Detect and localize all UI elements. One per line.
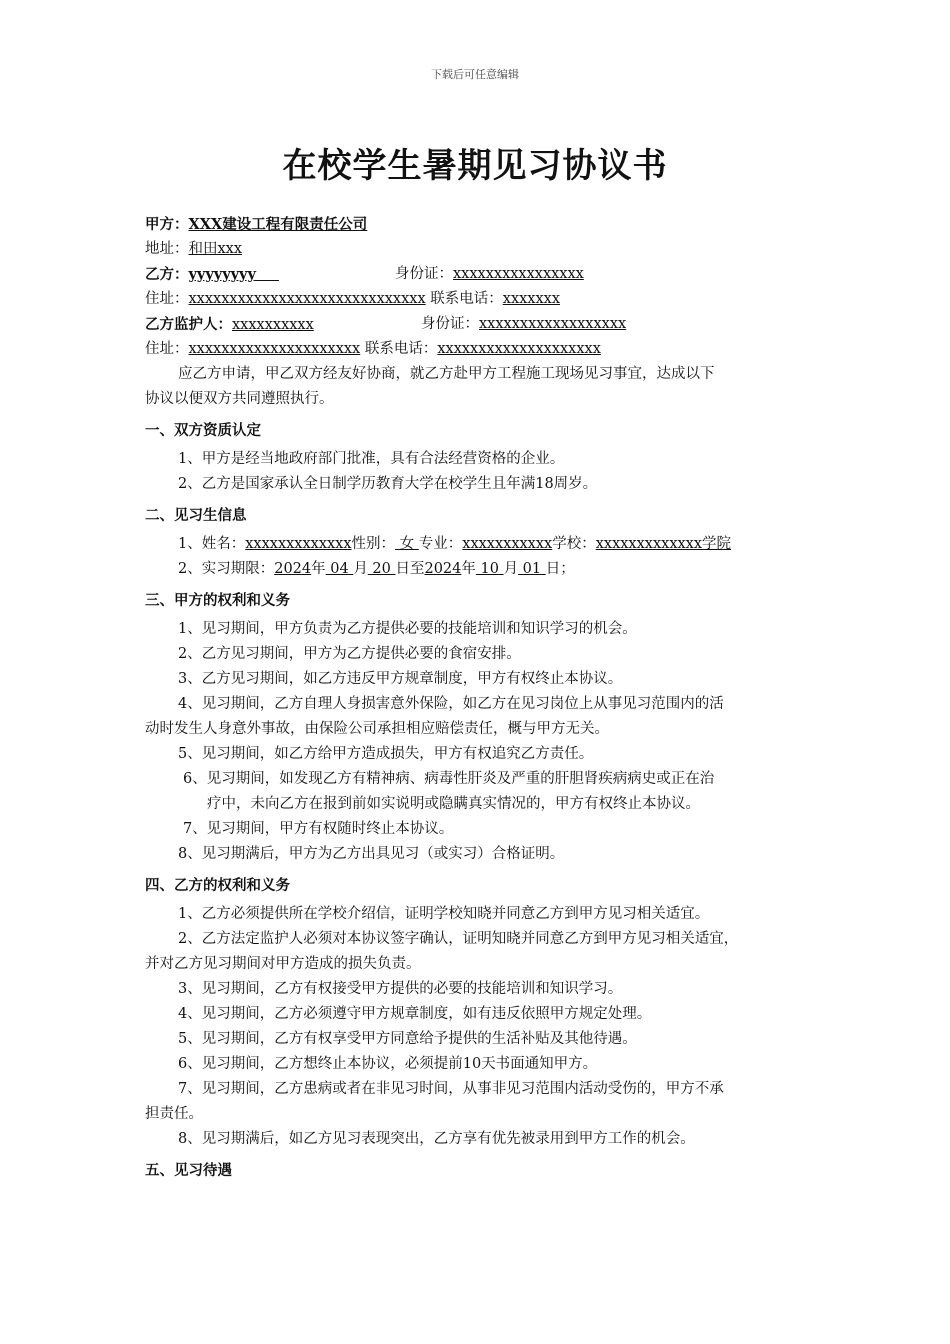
address-g-value: xxxxxxxxxxxxxxxxxxxxx — [188, 341, 361, 357]
s2-day-text-2: 日； — [545, 561, 575, 577]
s3-item-8: 8、见习期满后，甲方为乙方出具见习（或实习）合格证明。 — [178, 846, 565, 862]
address-g-label: 住址： — [145, 341, 189, 357]
party-b-line — [145, 262, 810, 287]
s3-item-2: 2、乙方见习期间，甲方为乙方提供必要的食宿安排。 — [178, 646, 521, 662]
s2-gender-label: 性别： — [351, 536, 396, 552]
s4-item-5: 5、见习期间，乙方有权享受甲方同意给予提供的生活补贴及其他待遇。 — [178, 1031, 637, 1047]
s4-item-2a: 2、乙方法定监护人必须对本协议签字确认，证明知晓并同意乙方到甲方见习相关适宜， — [178, 931, 739, 947]
address-b-phone-label: 联系电话： — [430, 291, 503, 307]
s1-item-1: 1、甲方是经当地政府部门批准，具有合法经营资格的企业。 — [178, 451, 565, 467]
section-5-heading: 五、见习待遇 — [145, 1162, 232, 1179]
s2-student-info — [145, 532, 810, 557]
party-a-line — [145, 212, 810, 237]
guardian-id: xxxxxxxxxxxxxxxxxx — [479, 316, 627, 332]
s2-major-value: xxxxxxxxxxx — [462, 536, 553, 552]
party-a-name: XXX建设工程有限责任公司 — [188, 216, 368, 233]
s4-item-1: 1、乙方必须提供所在学校介绍信，证明学校知晓并同意乙方到甲方见习相关适宜。 — [178, 906, 710, 922]
s2-start-day: 20 — [367, 561, 396, 577]
party-b-label: 乙方： — [145, 266, 189, 283]
s2-end-year: 2024 — [424, 561, 462, 577]
s4-item-6: 6、见习期间，乙方想终止本协议，必须提前10天书面通知甲方。 — [178, 1056, 598, 1072]
address-a-label: 地址： — [145, 241, 189, 257]
s3-item-1: 1、见习期间，甲方负责为乙方提供必要的技能培训和知识学习的机会。 — [178, 621, 637, 637]
intro-line-1: 应乙方申请，甲乙双方经友好协商，就乙方赴甲方工程施工现场见习事宜，达成以下 — [178, 366, 715, 382]
s2-name-value: xxxxxxxxxxxxx — [245, 536, 352, 552]
s2-year-text: 年 — [311, 561, 326, 577]
s2-period-label: 2、实习期限： — [178, 561, 275, 577]
address-a-value: 和田xxx — [188, 241, 243, 257]
s2-period — [145, 557, 810, 582]
s4-item-4: 4、见习期间，乙方必须遵守甲方规章制度，如有违反依照甲方规定处理。 — [178, 1006, 652, 1022]
s2-start-month: 04 — [325, 561, 354, 577]
s2-major-label: 专业： — [418, 536, 463, 552]
section-1-heading: 一、双方资质认定 — [145, 422, 261, 439]
guardian-line — [145, 312, 810, 337]
s2-start-year: 2024 — [274, 561, 312, 577]
guardian-label: 乙方监护人： — [145, 316, 232, 333]
s1-item-2: 2、乙方是国家承认全日制学历教育大学在校学生且年满18周岁。 — [178, 476, 598, 492]
section-4-heading: 四、乙方的权利和义务 — [145, 877, 290, 894]
guardian-id-label: 身份证： — [421, 316, 479, 332]
s2-school-value: xxxxxxxxxxxxx学院 — [595, 536, 732, 552]
party-b-address-line — [145, 287, 810, 312]
s4-item-7a: 7、见习期间，乙方患病或者在非见习时间，从事非见习范围内活动受伤的，甲方不承 — [178, 1081, 724, 1097]
party-a-label: 甲方： — [145, 216, 189, 233]
s2-name-label: 1、姓名： — [178, 536, 246, 552]
document-title: 在校学生暑期见习协议书 — [282, 146, 668, 186]
s4-item-7b: 担责任。 — [145, 1106, 203, 1122]
intro-line-2: 协议以便双方共同遵照执行。 — [145, 391, 334, 407]
s3-item-5: 5、见习期间，如乙方给甲方造成损失，甲方有权追究乙方责任。 — [178, 746, 594, 762]
party-b-id: xxxxxxxxxxxxxxxx — [453, 266, 584, 282]
s3-item-3: 3、乙方见习期间，如乙方违反甲方规章制度，甲方有权终止本协议。 — [178, 671, 623, 687]
s2-end-month: 10 — [475, 561, 504, 577]
s3-item-4a: 4、见习期间，乙方自理人身损害意外保险，如乙方在见习岗位上从事见习范围内的活 — [178, 696, 724, 712]
guardian-address-line — [145, 337, 810, 362]
party-b-name: yyyyyyyy — [188, 266, 256, 283]
s3-item-6b: 疗中，未向乙方在报到前如实说明或隐瞒真实情况的，甲方有权终止本协议。 — [207, 796, 700, 812]
party-a-address-line — [145, 237, 810, 262]
section-3-heading: 三、甲方的权利和义务 — [145, 592, 290, 609]
s2-end-day: 01 — [518, 561, 546, 577]
s4-item-8: 8、见习期满后，如乙方见习表现突出，乙方享有优先被录用到甲方工作的机会。 — [178, 1131, 695, 1147]
agreement-body — [145, 212, 810, 1187]
s2-month-text-2: 月 — [503, 561, 519, 577]
s3-item-7: 7、见习期间，甲方有权随时终止本协议。 — [183, 821, 454, 837]
party-b-id-label: 身份证： — [395, 266, 453, 282]
section-2-heading: 二、见习生信息 — [145, 507, 247, 524]
address-b-value: xxxxxxxxxxxxxxxxxxxxxxxxxxxxx — [188, 291, 426, 307]
address-b-label: 住址： — [145, 291, 189, 307]
address-b-phone: xxxxxxx — [502, 291, 561, 307]
guardian-name: xxxxxxxxxx — [232, 317, 314, 333]
s2-month-text: 月 — [353, 561, 368, 577]
address-g-phone: xxxxxxxxxxxxxxxxxxxx — [437, 341, 601, 357]
s3-item-6a: 6、见习期间，如发现乙方有精神病、病毒性肝炎及严重的肝胆肾疾病病史或正在治 — [183, 771, 715, 787]
s2-gender-value: 女 — [395, 536, 419, 552]
s2-year-text-2: 年 — [461, 561, 476, 577]
header-note: 下载后可任意编辑 — [431, 68, 519, 81]
s2-day-text: 日至 — [395, 561, 425, 577]
address-g-phone-label: 联系电话： — [364, 341, 438, 357]
s4-item-2b: 并对乙方见习期间对甲方造成的损失负责。 — [145, 956, 421, 972]
s3-item-4b: 动时发生人身意外事故，由保险公司承担相应赔偿责任，概与甲方无关。 — [145, 721, 609, 737]
s4-item-3: 3、见习期间，乙方有权接受甲方提供的必要的技能培训和知识学习。 — [178, 981, 623, 997]
s2-school-label: 学校： — [552, 536, 596, 552]
